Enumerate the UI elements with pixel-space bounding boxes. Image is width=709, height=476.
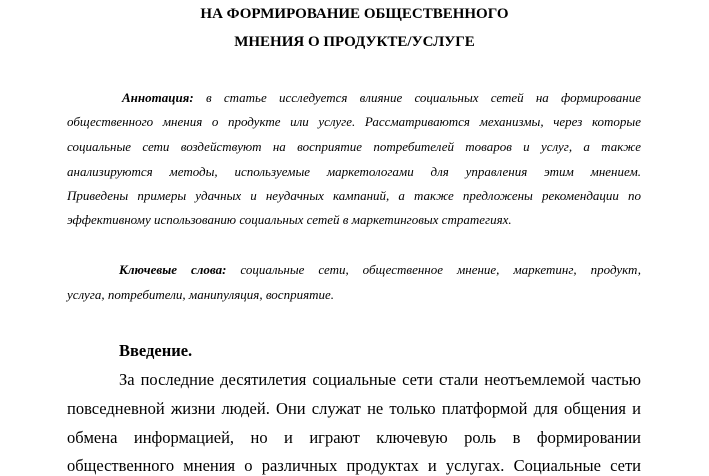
- abstract-line: общественного мнения о продукте или услуге. Рассматриваются механизмы, через которые: [67, 114, 641, 129]
- abstract-line: анализируются методы, используемые маркетологами для управления этим мнением.: [67, 164, 641, 179]
- title-line-1: НА ФОРМИРОВАНИЕ ОБЩЕСТВЕННОГО: [200, 6, 509, 22]
- body-line: обмена информацией, но и играют ключевую роль в формировании: [67, 428, 641, 447]
- abstract-line-text: в статье исследуется влияние социальных сетей на формирование: [205, 90, 642, 105]
- body-line: общественного мнения о различных продуктах и услугах. Социальные сети: [67, 456, 641, 475]
- keywords-line-text: социальные сети, общественное мнение, маркетинг, продукт,: [240, 262, 642, 277]
- keywords-line: услуга, потребители, манипуляция, восприятие.: [67, 287, 335, 302]
- body-line: За последние десятилетия социальные сети стали неотъемлемой частью: [119, 370, 641, 389]
- keywords-line: [67, 262, 641, 278]
- abstract-line: Приведены примеры удачных и неудачных кампаний, а также предложены рекомендации по: [67, 188, 641, 203]
- abstract-line: эффективному использованию социальных сетей в маркетинговых стратегиях.: [67, 212, 512, 227]
- keywords-label: Ключевые слова:: [119, 262, 227, 277]
- title-line-2: МНЕНИЯ О ПРОДУКТЕ/УСЛУГЕ: [234, 34, 475, 50]
- intro-heading: Введение.: [119, 341, 193, 360]
- abstract-line: социальные сети воздействуют на восприятие потребителей товаров и услуг, а также: [67, 139, 641, 154]
- abstract-label: Аннотация:: [122, 90, 194, 105]
- abstract-line: [67, 90, 641, 106]
- body-line: повседневной жизни людей. Они служат не только платформой для общения и: [67, 399, 641, 418]
